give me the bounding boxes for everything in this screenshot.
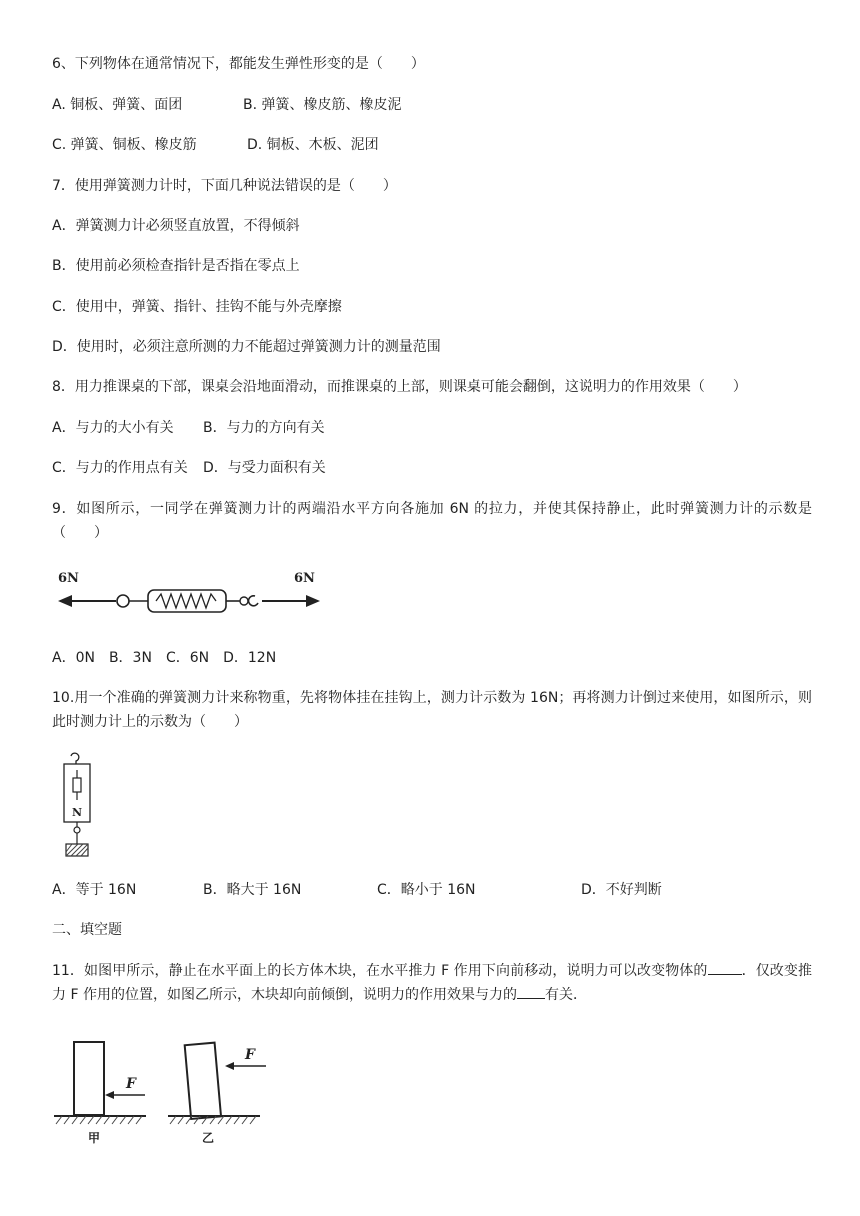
q6-stem: 6、下列物体在通常情况下，都能发生弹性形变的是（ ） [52,56,425,72]
q11-stem-part-2: ．仅改变推力 F 作用的位置，如图乙所示，木块却向前倾倒，说明力的作用效果与力的 [52,963,813,1003]
fig-b-label: 乙 [202,1131,215,1145]
q7-stem: 7．使用弹簧测力计时，下面几种说法错误的是（ ） [52,178,397,194]
q9-left-force-label: 6N [58,571,79,586]
q9-options: A．0N B．3N C．6N D．12N [52,650,277,666]
q7-option-d: D．使用时，必须注意所测的力不能超过弹簧测力计的测量范围 [52,339,441,355]
block-push-figure [50,1030,280,1150]
spring-scale-horizontal-figure [52,566,327,616]
fig-a-label: 甲 [88,1131,101,1145]
spring-scale-inverted-figure [58,752,98,860]
q11-blank-1 [708,960,742,975]
q11-stem-part-1: 11．如图甲所示，静止在水平面上的长方体木块，在水平推力 F 作用下向前移动，说明力可以改变物体的 [52,963,708,979]
section-title-fill-in: 二、填空题 [52,922,122,938]
q8-option-c: C．与力的作用点有关 [52,460,188,476]
q8-option-d: D．与受力面积有关 [203,460,326,476]
q10-option-c: C．略小于 16N [377,882,476,898]
q6-option-d: D. 铜板、木板、泥团 [247,137,379,153]
q9-right-force-label: 6N [294,571,315,586]
q8-stem: 8．用力推课桌的下部，课桌会沿地面滑动，而推课桌的上部，则课桌可能会翻倒，这说明力的作用效果（ ） [52,379,747,395]
fig-b-force-label: F [245,1047,255,1063]
q10-stem: 10.用一个准确的弹簧测力计来称物重，先将物体挂在挂钩上，测力计示数为 16N；再将测力计倒过来使用，如图所示，则此时测力计上的示数为（ ） [52,690,812,730]
fig-a-force-label: F [126,1076,136,1092]
q8-option-b: B．与力的方向有关 [203,420,325,436]
q9-stem: 9．如图所示，一同学在弹簧测力计的两端沿水平方向各施加 6N 的拉力，并使其保持静止，此时弹簧测力计的示数是（ ） [52,501,812,541]
q7-option-c: C．使用中，弹簧、指针、挂钩不能与外壳摩擦 [52,299,342,315]
q11-stem-part-3: 有关． [544,987,587,1003]
q10-option-b: B．略大于 16N [203,882,302,898]
q7-option-b: B．使用前必须检查指针是否指在零点上 [52,258,300,274]
q6-option-c: C. 弹簧、铜板、橡皮筋 [52,137,197,153]
q6-option-b: B. 弹簧、橡皮筋、橡皮泥 [243,97,402,113]
q10-option-a: A．等于 16N [52,882,137,898]
q7-option-a: A．弹簧测力计必须竖直放置，不得倾斜 [52,218,300,234]
q11-stem [52,959,812,1007]
q11-blank-2 [517,984,545,999]
q10-unit-label: N [72,806,83,819]
q10-option-d: D．不好判断 [581,882,662,898]
q8-option-a: A．与力的大小有关 [52,420,174,436]
q6-option-a: A. 铜板、弹簧、面团 [52,97,183,113]
